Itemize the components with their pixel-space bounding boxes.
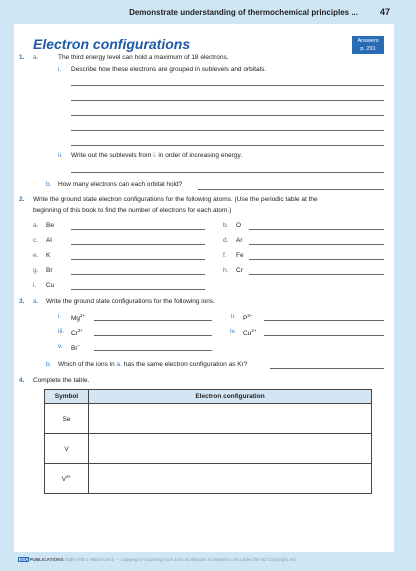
answer-line[interactable] [71, 100, 384, 101]
column-header-electron-configuration: Electron configuration [89, 390, 372, 404]
q1a-text: The third energy level can hold a maximum of 18 electrons. [58, 54, 229, 61]
answer-line[interactable] [94, 320, 212, 321]
table-row [45, 404, 372, 434]
publisher-logo-text: PUBLICATIONS [29, 557, 64, 562]
q2-item-label: e. [33, 252, 39, 259]
q2-item-label: d. [223, 237, 229, 244]
answer-line[interactable] [71, 115, 384, 116]
q1a-label: a. [33, 54, 39, 61]
symbol-cell: V [45, 434, 89, 464]
q3b-label: b. [46, 361, 52, 368]
q2-item-symbol: Ar [236, 237, 243, 244]
q2-item-label: h. [223, 267, 229, 274]
answers-badge[interactable] [352, 36, 384, 54]
answer-line[interactable] [249, 274, 384, 275]
answer-line[interactable] [264, 335, 384, 336]
answer-line[interactable] [71, 289, 205, 290]
q3-ion-label: i. [58, 313, 62, 320]
q1ai-label: i. [58, 66, 62, 73]
q3-ion-symbol: Br– [71, 343, 81, 353]
q2-item-symbol: Al [46, 237, 52, 244]
q2-item-symbol: Cu [46, 282, 55, 289]
q3-ion-symbol: $P^{3-}$ [243, 313, 253, 323]
q2-item-symbol: O [236, 222, 242, 229]
q1-number: 1. [19, 54, 25, 61]
answer-cell[interactable] [89, 404, 372, 434]
table-header-row [45, 390, 372, 404]
footer [18, 557, 297, 562]
answer-cell[interactable] [89, 434, 372, 464]
header-title: Demonstrate understanding of thermochemical principles ... [129, 8, 358, 17]
answer-line[interactable] [71, 274, 205, 275]
q1b-label: b. [46, 181, 52, 188]
answer-line[interactable] [94, 350, 212, 351]
copyright-text: ISBN 978-1-98814-33-1 — Copying or scanning from ESA workbooks is limited to 3% under the NZ Copyright Act. [64, 557, 297, 562]
q3-ion-symbol: $Cr^{3+}$ [71, 328, 83, 338]
q2-item-label: g. [33, 267, 39, 274]
q2-item-label: a. [33, 222, 39, 229]
page-number: 47 [379, 7, 390, 17]
q2-item-symbol: K [46, 252, 51, 259]
answer-line[interactable] [71, 85, 384, 86]
q2-item-symbol: Cr [236, 267, 243, 274]
answer-line[interactable] [71, 244, 205, 245]
q2-item-symbol: Fe [236, 252, 244, 259]
answer-line[interactable] [94, 335, 212, 336]
q1b-text: How many electrons can each orbital hold? [58, 181, 183, 188]
q3-ion-label: iv. [230, 328, 237, 335]
q3-ion-label: iii. [58, 328, 65, 335]
answer-line[interactable] [71, 172, 384, 173]
symbol-cell: $V^{3+}$ [45, 464, 89, 494]
q3-ion-symbol: $Cu^{2+}$ [243, 328, 257, 338]
section-title: Electron configurations [33, 36, 191, 52]
column-header-symbol: Symbol [45, 390, 89, 404]
electron-config-table [44, 389, 372, 494]
q2-text-line1: Write the ground state electron configurations for the following atoms. (Use the periodic table at the [33, 196, 318, 203]
table-row [45, 434, 372, 464]
q3-ion-label: ii. [231, 313, 236, 320]
q3-ion-symbol: $Mg^{2+}$ [71, 313, 86, 323]
answers-badge-label: Answers [357, 38, 379, 44]
answer-line[interactable] [249, 229, 384, 230]
answer-line[interactable] [249, 259, 384, 260]
q2-item-symbol: Br [46, 267, 53, 274]
answer-line[interactable] [71, 130, 384, 131]
q2-text-line2: beginning of this book to find the number of electrons for each atom.) [33, 207, 232, 214]
q3-ion-label: v. [58, 343, 63, 350]
q2-item-label: c. [33, 237, 39, 244]
page-header [0, 0, 416, 24]
q2-item-symbol: Be [46, 222, 54, 229]
table-row [45, 464, 372, 494]
answer-line[interactable] [270, 368, 384, 369]
answer-line[interactable] [71, 259, 205, 260]
q1aii-label: ii. [58, 152, 63, 159]
q1aii-text: Write out the sublevels from i. in order of increasing energy. [71, 152, 243, 159]
symbol-cell: Se [45, 404, 89, 434]
q3-number: 3. [19, 298, 25, 305]
answer-line[interactable] [249, 244, 384, 245]
answer-line[interactable] [71, 229, 205, 230]
q2-number: 2. [19, 196, 25, 203]
answers-badge-page: p. 291 [360, 46, 376, 52]
answer-line[interactable] [264, 320, 384, 321]
q3b-text: Which of the ions in a. has the same electron configuration as Kr? [58, 361, 248, 368]
q2-item-label: b. [223, 222, 229, 229]
answer-cell[interactable] [89, 464, 372, 494]
q4-number: 4. [19, 377, 25, 384]
q3a-text: Write the ground state configurations for the following ions. [46, 298, 215, 305]
q3a-label: a. [33, 298, 39, 305]
publisher-logo: ESA [19, 557, 29, 562]
answer-line[interactable] [71, 145, 384, 146]
q4-text: Complete the table. [33, 377, 90, 384]
q2-item-label: f. [223, 252, 227, 259]
q1ai-text: Describe how these electrons are grouped in sublevels and orbitals. [71, 66, 267, 73]
q2-item-label: i. [33, 282, 37, 289]
answer-line[interactable] [198, 189, 384, 190]
